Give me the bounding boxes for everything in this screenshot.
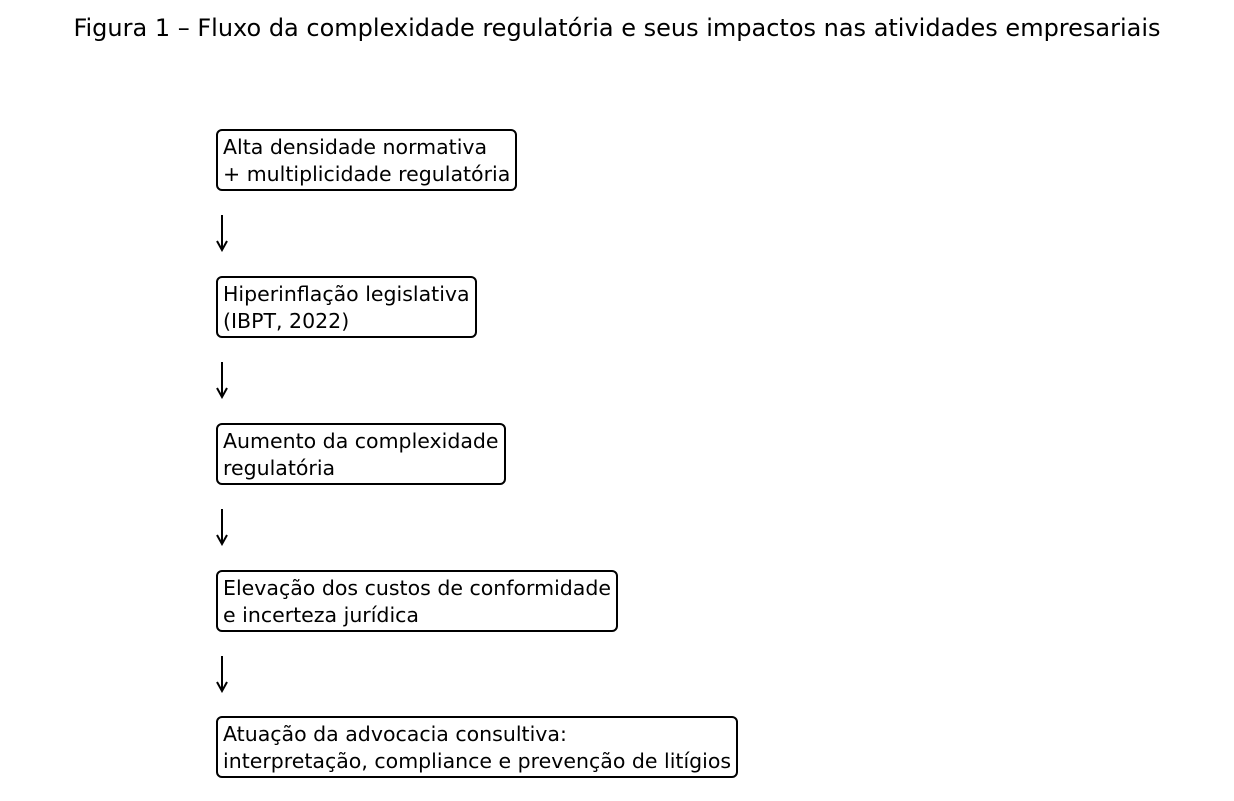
flow-step-5-line-1: Atuação da advocacia consultiva: bbox=[223, 722, 567, 746]
flow-step-2 bbox=[216, 276, 477, 338]
arrow-down-icon bbox=[212, 655, 232, 693]
flow-step-5-line-2: interpretação, compliance e prevenção de litígios bbox=[223, 748, 732, 773]
flow-step-2-line-1: Hiperinflação legislativa bbox=[223, 282, 470, 306]
flow-step-1 bbox=[216, 129, 517, 191]
flow-step-4-line-2: e incerteza jurídica bbox=[223, 602, 419, 627]
flow-step-1-line-1: Alta densidade normativa bbox=[223, 135, 488, 159]
flow-step-2-line-2: (IBPT, 2022) bbox=[223, 308, 350, 333]
flow-step-3-line-1: Aumento da complexidade bbox=[223, 429, 499, 453]
flow-step-4-line-1: Elevação dos custos de conformidade bbox=[223, 576, 611, 600]
arrow-down-icon bbox=[212, 361, 232, 399]
flow-step-3-line-2: regulatória bbox=[223, 455, 336, 480]
figure-title: Figura 1 – Fluxo da complexidade regulatória e seus impactos nas atividades empresariais bbox=[73, 14, 1161, 42]
arrow-down-icon bbox=[212, 508, 232, 546]
arrow-down-icon bbox=[212, 214, 232, 252]
flow-step-5 bbox=[216, 716, 738, 778]
flow-step-1-line-2: + multiplicidade regulatória bbox=[223, 161, 511, 186]
flow-step-3 bbox=[216, 423, 506, 485]
flow-step-4 bbox=[216, 570, 618, 632]
